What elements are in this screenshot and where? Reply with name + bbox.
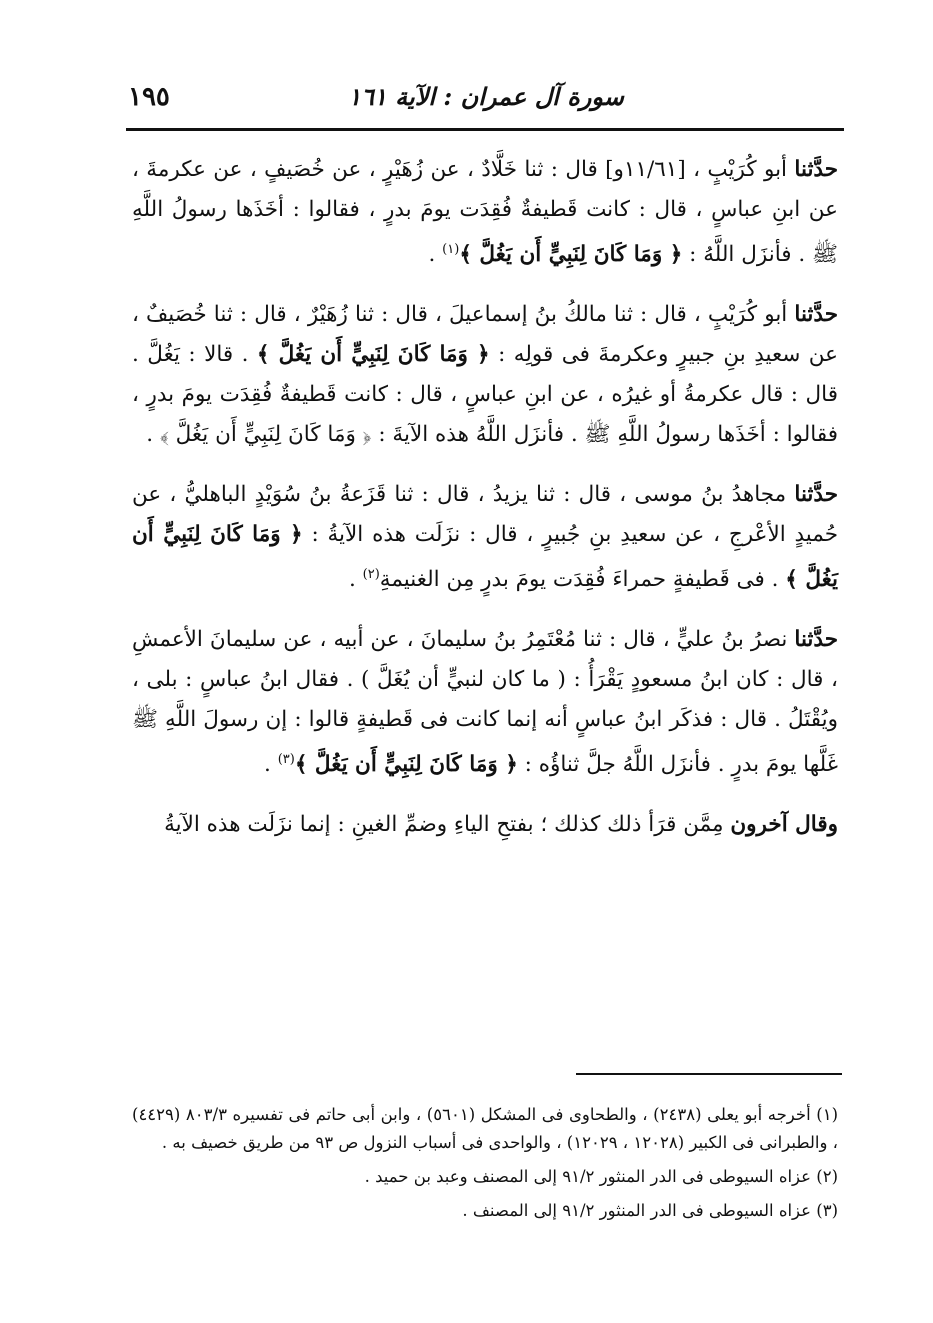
- paragraph-3: [132, 475, 838, 600]
- footnote-reference: (١): [442, 242, 460, 257]
- paragraph-tail-before-ref: . فى قَطيفةٍ حمراءَ فُقِدَت يومَ بدرٍ مِن الغنيمةِ: [379, 567, 786, 593]
- paragraph-lead: حدَّثنا: [794, 157, 839, 182]
- paragraph-lead: حدَّثنا: [794, 482, 838, 508]
- quran-verse: ﴿ وَمَا كَانَ لِنَبِيٍّ أَن يَغُلَّ ﴾: [256, 342, 490, 368]
- footnote-reference: (٣): [277, 752, 295, 768]
- paragraph-text: مجاهدُ بنُ موسى ، قال : ثنا يزيدُ ، قال : ثنا قَزَعةُ بنُ سُوَيْدٍ الباهليُّ ، عن حُميدٍ الأعْرجِ ، عن سعيدِ بنِ جُبيرٍ ، قال : نزَلَت هذه الآيةُ :: [132, 482, 838, 548]
- paragraph-text: أبو كُرَيْبٍ ، [١١/٦١و] قال : ثنا خَلَّادٌ ، عن زُهَيْرٍ ، عن خُصَيفٍ ، عن عكرمةَ ، عن ابنِ عباسٍ ، قال : كانت قَطيفةٌ فُقِدَت يومَ بدرٍ ، فقالوا : أخَذَها رسولُ اللَّهِ ﷺ . فأنزَل اللَّهُ :: [132, 157, 838, 268]
- footnote-reference: (٢): [362, 567, 380, 583]
- footnotes: [132, 1101, 838, 1231]
- paragraph-tail: .: [428, 242, 443, 268]
- paragraph-text: أبو كُرَيْبٍ ، قال : ثنا مالكُ بنُ إسماعيلَ ، قال : ثنا زُهَيْرٌ ، قال : ثنا خُصَيفٌ ، عن سعيدِ بنِ جبيرٍ وعكرمةَ فى قولِه :: [132, 302, 839, 368]
- main-text: [132, 150, 838, 865]
- quran-verse: ﴿ وَمَا كَانَ لِنَبِيٍّ أَن يَغُلَّ ﴾: [459, 242, 683, 268]
- page-number: ١٩٥: [128, 82, 170, 112]
- footnote-divider: [576, 1073, 842, 1075]
- footnote-2: (٢) عزاه السيوطى فى الدر المنثور ٩١/٢ إلى المصنف وعبد بن حميد .: [364, 1167, 838, 1186]
- paragraph-text: مِمَّن قرَأ ذلك كذلك ؛ بفتحِ الياءِ وضمِّ الغينِ : إنما نزَلَت هذه الآيةُ: [164, 812, 724, 838]
- header-divider: [126, 128, 844, 131]
- paragraph-tail: . قالا : يَغُلَّ . قال : قال عكرمةُ أو غيرُه ، عن ابنِ عباسٍ ، قال : كانت قَطيفةٌ فُقِدَت يومَ بدرٍ ، فقالوا : أخَذَها رسولُ اللَّهِ ﷺ . فأنزَل اللَّهُ هذه الآيةَ : ﴿ وَمَا كَانَ لِنَبِيٍّ أَن يَغُلَّ ﴾ .: [132, 342, 838, 448]
- paragraph-2: [132, 295, 838, 455]
- footnote-3: (٣) عزاه السيوطى فى الدر المنثور ٩١/٢ إلى المصنف .: [462, 1201, 838, 1220]
- paragraph-lead: حدَّثنا: [794, 627, 838, 653]
- paragraph-4: [132, 620, 838, 785]
- paragraph-lead: وقال آخرون: [730, 812, 838, 838]
- running-title: سورة آل عمران : الآية ١٦١: [348, 82, 624, 111]
- paragraph-text: نصرُ بنُ عليٍّ ، قال : ثنا مُعْتَمِرُ بنُ سليمانَ ، عن أبيه ، عن سليمانَ الأعمشِ ، قال : كان ابنُ مسعودٍ يَقْرَأُ : ( ما كان لنبيٍّ أن يُغَلَّ ) . فقال ابنُ عباسٍ : بلى ، ويُقْتَلُ . قال : فذكَر ابنُ عباسٍ أنه إنما كانت فى قَطيفةٍ قالوا : إن رسولَ اللَّهِ ﷺ غَلَّها يومَ بدرٍ . فأنزَل اللَّهُ جلَّ ثناؤُه :: [132, 627, 838, 778]
- quran-verse: ﴿ وَمَا كَانَ لِنَبِيٍّ أَن يَغُلَّ ﴾: [294, 752, 518, 778]
- footnote-1: (١) أخرجه أبو يعلى (٢٤٣٨) ، والطحاوى فى المشكل (٥٦٠١) ، وابن أبى حاتم فى تفسيره ٨٠٣/٣ (٤٤٢٩) ، والطبرانى فى الكبير (١٢٠٢٨ ، ١٢٠٢٩) ، والواحدى فى أسباب النزول ص ٩٣ من طريق خصيف به .: [132, 1105, 838, 1152]
- paragraph-1: [132, 150, 838, 275]
- paragraph-5: [132, 805, 838, 845]
- paragraph-tail: .: [348, 567, 363, 593]
- paragraph-tail: .: [264, 752, 278, 778]
- paragraph-lead: حدَّثنا: [794, 302, 838, 328]
- page-header: [128, 74, 844, 122]
- quran-verse: ﴿ وَمَا كَانَ لِنَبِيٍّ أَن يَغُلَّ ﴾: [132, 522, 838, 593]
